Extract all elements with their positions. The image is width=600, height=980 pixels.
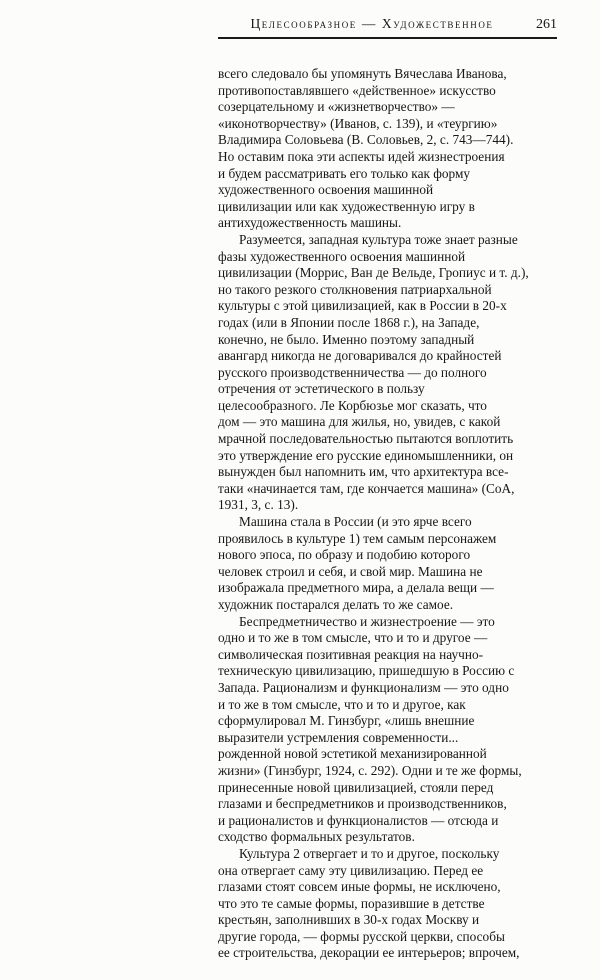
text-line: таки «начинается там, где кончается машина» (СоА, — [218, 480, 515, 496]
paragraph — [218, 66, 563, 232]
text-line: цивилизации (Моррис, Ван де Вельде, Гропиус и т. д.), — [218, 265, 529, 281]
text-line: жизни» (Гинзбург, 1924, с. 292). Одни и те же формы, — [218, 762, 522, 778]
text-line: конечно, не было. Именно поэтому западный — [218, 331, 475, 347]
page-header — [218, 16, 557, 33]
paragraph — [218, 514, 563, 614]
text-line: Но оставим пока эти аспекты идей жизнестроения — [218, 148, 505, 164]
text-line: целесообразного. Ле Корбюзье мог сказать, что — [218, 397, 487, 413]
text-line: 1931, 3, с. 13). — [218, 497, 299, 513]
text-line: годах (или в Японии после 1868 г.), на Западе, — [218, 314, 480, 330]
header-rule — [218, 37, 557, 39]
text-line: крестьян, заполнивших в 30-х годах Москву и — [218, 912, 480, 928]
text-line: всего следовало бы упомянуть Вячеслава Иванова, — [218, 66, 507, 81]
text-line: глазами стоят совсем иные формы, не исключено, — [218, 879, 501, 895]
page-number: 261 — [536, 17, 557, 32]
text-line: ее строительства, декорации ее интерьеров; впрочем, — [218, 945, 520, 961]
text-line: фазы художественного освоения машинной — [218, 248, 466, 264]
text-line: Владимира Соловьева (В. Соловьев, 2, с. 743—744). — [218, 132, 514, 148]
text-line: Беспредметничество и жизнестроение — это — [239, 613, 495, 629]
text-line: и то же в том смысле, что и то и другое, как — [218, 696, 466, 712]
text-line: человек строил и себя, и свой мир. Машина не — [218, 563, 483, 579]
text-line: одно и то же в том смысле, что и то и другое — — [218, 630, 488, 646]
text-line: Запада. Рационализм и функционализм — это одно — [218, 679, 509, 695]
text-line: нового эпоса, по образу и подобию которого — [218, 547, 471, 563]
text-line: Культура 2 отвергает и то и другое, поскольку — [239, 845, 500, 861]
text-line: и будем рассматривать его только как форму — [218, 165, 471, 181]
text-line: проявилось в культуре 1) тем самым персонажем — [218, 530, 497, 546]
text-line: другие города, — формы русской церкви, способы — [218, 928, 505, 944]
text-line: художественного освоения машинной — [218, 182, 434, 198]
text-line: русского производственничества — до полного — [218, 364, 487, 380]
paragraph — [218, 846, 563, 962]
text-line: и рационалистов и функционалистов — отсюда и — [218, 812, 499, 828]
text-line: выразители устремления современности... — [218, 729, 459, 745]
text-line: Разумеется, западная культура тоже знает разные — [239, 231, 518, 247]
text-line: созерцательному и «жизнетворчество» — — [218, 99, 455, 115]
text-line: сходство формальных результатов. — [218, 829, 415, 845]
paragraph — [218, 232, 563, 514]
text-line: художник постарался делать то же самое. — [218, 597, 454, 612]
text-line: принесенные новой цивилизацией, стояли перед — [218, 779, 494, 795]
text-line: глазами и беспредметников и производственников, — [218, 796, 507, 812]
text-line: антихудожественность машины. — [218, 215, 402, 231]
text-line: авангард никогда не договаривался до крайностей — [218, 348, 502, 364]
text-line: это утверждение его русские единомышленники, он — [218, 447, 514, 463]
text-line: мрачной последовательностью пытаются воплотить — [218, 431, 514, 447]
text-line: сформулировал М. Гинзбург, «лишь внешние — [218, 713, 475, 729]
text-line: что это те самые формы, поразившие в детстве — [218, 895, 485, 911]
paragraph — [218, 614, 563, 846]
text-line: «иконотворчеству» (Иванов, с. 139), и «теургию» — [218, 115, 498, 131]
text-line: противопоставлявшего «действенное» искусство — [218, 82, 496, 98]
text-line: она отвергает саму эту цивилизацию. Перед ее — [218, 862, 484, 878]
text-line: но такого резкого столкновения патриархальной — [218, 281, 492, 297]
text-line: культуры с этой цивилизацией, как в России в 20-х — [218, 298, 507, 314]
text-line: изображала предметного мира, а делала вещи — — [218, 580, 494, 596]
text-line: символическая позитивная реакция на научно- — [218, 646, 484, 662]
text-line: Машина стала в России (и это ярче всего — [239, 514, 472, 530]
text-line: техническую цивилизацию, пришедшую в Россию с — [218, 663, 515, 679]
running-head-title: Целесообразное — Художественное — [250, 16, 494, 31]
text-line: цивилизации или как художественную игру в — [218, 198, 475, 214]
text-line: вынужден был напомнить им, что архитектура все- — [218, 464, 509, 480]
text-line: отречения от эстетического в пользу — [218, 381, 425, 397]
page-text — [218, 66, 563, 962]
text-line: дом — это машина для жилья, но, увидев, с какой — [218, 414, 501, 430]
text-line: рожденной новой эстетикой механизированной — [218, 746, 487, 762]
